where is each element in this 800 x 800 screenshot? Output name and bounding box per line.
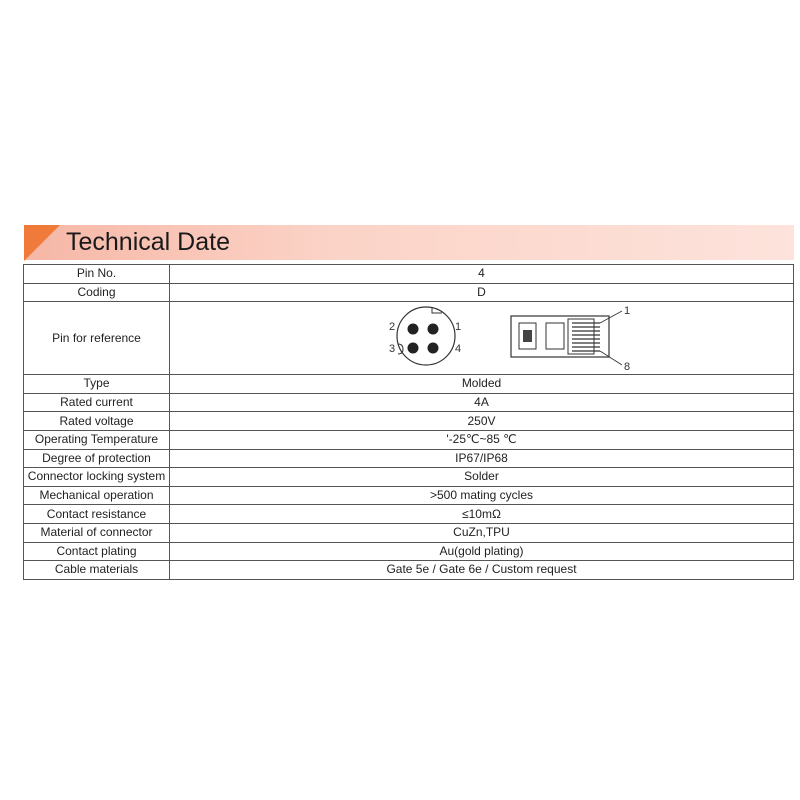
row-label: Type [24,375,170,394]
table-row [24,283,794,302]
row-label: Contact plating [24,542,170,561]
row-label: Pin for reference [24,302,170,375]
table-row [24,449,794,468]
table-row [24,542,794,561]
row-value: Solder [170,468,794,487]
row-value: Au(gold plating) [170,542,794,561]
row-label: Rated current [24,393,170,412]
row-value: 250V [170,412,794,431]
row-value: CuZn,TPU [170,523,794,542]
circle-pin-label: 1 [455,321,462,334]
section-title: Technical Date [66,228,230,256]
banner-accent-triangle [24,225,60,261]
circle-pin-label: 3 [389,343,396,356]
row-label: Degree of protection [24,449,170,468]
row-label: Mechanical operation [24,486,170,505]
row-value: D [170,283,794,302]
row-value: >500 mating cycles [170,486,794,505]
table-row [24,430,794,449]
table-row [24,468,794,487]
rj45-pin-label: 8 [624,361,631,374]
table-row [24,412,794,431]
row-label: Material of connector [24,523,170,542]
rj45-pin-label: 1 [624,305,631,318]
row-label: Cable materials [24,561,170,580]
table-row [24,486,794,505]
table-row [24,523,794,542]
row-label: Rated voltage [24,412,170,431]
row-label: Pin No. [24,265,170,284]
row-label: Contact resistance [24,505,170,524]
table-row [24,561,794,580]
row-value: 4 [170,265,794,284]
pin-reference-cell [170,302,794,375]
circle-pin-label: 2 [389,321,396,334]
row-value: ≤10mΩ [170,505,794,524]
row-label: Operating Temperature [24,430,170,449]
pin-diagram [170,302,794,374]
rj45-connector-icon [511,311,622,365]
circular-connector-icon [397,307,455,365]
row-label: Connector locking system [24,468,170,487]
row-value: 4A [170,393,794,412]
table-row [24,393,794,412]
row-value: Gate 5e / Gate 6e / Custom request [170,561,794,580]
table-row [24,505,794,524]
table-row [24,265,794,284]
row-value: '-25℃~85 ℃ [170,430,794,449]
spec-table [23,264,794,580]
row-label: Coding [24,283,170,302]
circle-pin-label: 4 [455,343,462,356]
row-value: Molded [170,375,794,394]
row-value: IP67/IP68 [170,449,794,468]
table-row [24,302,794,375]
table-row [24,375,794,394]
